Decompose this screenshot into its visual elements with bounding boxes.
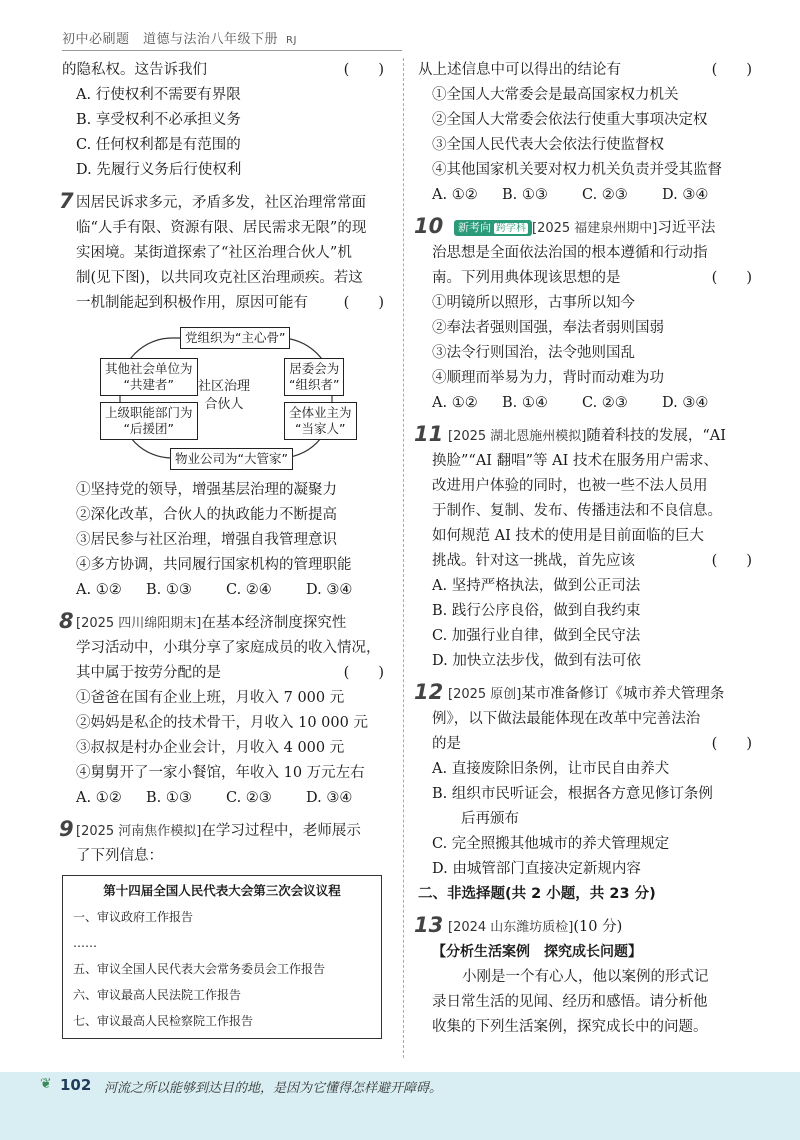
- q13-source: [2024 山东潍坊质检]: [448, 920, 574, 935]
- q7-statement: ④多方协调，共同履行国家机构的管理职能: [76, 557, 352, 573]
- q8-statement: ④舅舅开了一家小餐馆，年收入 10 万元左右: [76, 765, 365, 781]
- agenda-title: 第十四届全国人民代表大会第三次会议议程: [103, 883, 341, 898]
- q9-number: 9: [59, 817, 74, 841]
- q10-source: [2025 福建泉州期中]: [532, 221, 658, 236]
- q12-option-b-cont: 后再颁布: [432, 811, 519, 827]
- q8-line: 学习活动中，小琪分享了家庭成员的收入情况，: [76, 640, 381, 656]
- diagram-center-label: 社区治理 合伙人: [198, 379, 251, 412]
- q9-statement: ④其他国家机关要对权力机关负责并受其监督: [432, 162, 722, 178]
- q7-line: 一机制能起到积极作用，原因可能有 ( ): [76, 295, 384, 311]
- header-edition: RJ: [286, 35, 297, 46]
- diagram-left-top-box: 其他社会单位为 “共建者”: [100, 358, 198, 396]
- q7-line: 制(见下图)，以共同攻克社区治理顽疾。若这: [76, 270, 363, 286]
- agenda-item: 五、审议全国人民代表大会常务委员会工作报告: [73, 962, 326, 976]
- q8-line: 其中属于按劳分配的是 ( ): [76, 665, 384, 681]
- q13-subhead: 【分析生活案例 探究成长问题】: [432, 944, 642, 960]
- q8-statement: ②妈妈是私企的技术骨干，月收入 10 000 元: [76, 715, 368, 731]
- q11-line: 挑战。针对这一挑战，首先应该 ( ): [432, 553, 752, 569]
- diagram-left-bottom-box: 上级职能部门为 “后援团”: [100, 402, 198, 440]
- q8-line: 8 [2025 四川绵阳期末]在基本经济制度探究性: [59, 609, 347, 633]
- q7-options: A. ①② B. ①③ C. ②④ D. ③④: [76, 582, 353, 598]
- page-header: [62, 28, 297, 47]
- q10-statement: ③法令行则国治，法令弛则国乱: [432, 345, 635, 361]
- diagram-right-top-box: 居委会为 “组织者”: [284, 358, 344, 396]
- q11-line: 改进用户体验的同时，也被一些不法人员用: [432, 478, 708, 494]
- q10-options: A. ①② B. ①④ C. ②③ D. ③④: [432, 395, 709, 411]
- q9-options: A. ①② B. ①③ C. ②③ D. ③④: [432, 187, 709, 203]
- q12-source: [2025 原创]: [448, 687, 522, 702]
- q10-statement: ①明镜所以照形，古事所以知今: [432, 295, 635, 311]
- q11-option-c: C. 加强行业自律，做到全民守法: [432, 628, 641, 644]
- q12-line: 12 [2025 原创]某市准备修订《城市养犬管理条: [414, 680, 725, 704]
- agenda-item: 一、审议政府工作报告: [73, 910, 194, 924]
- q6-option-b: B. 享受权利不必承担义务: [76, 112, 241, 128]
- q10-line: 南。下列用典体现该思想的是 ( ): [432, 270, 752, 286]
- diagram-right-bottom-box: 全体业主为 “当家人”: [284, 402, 357, 440]
- new-direction-badge: 新考向 跨学科: [454, 220, 532, 236]
- q7-number: 7: [59, 189, 74, 213]
- q7-statement: ②深化改革，合伙人的执政能力不断提高: [76, 507, 337, 523]
- q11-option-d: D. 加快立法步伐，做到有法可依: [432, 653, 641, 669]
- diagram-top-box: 党组织为“主心骨”: [180, 327, 290, 349]
- q11-source: [2025 湖北恩施州模拟]: [448, 429, 587, 444]
- q7-line: 临“人手有限、资源有限、居民需求无限”的现: [76, 220, 367, 236]
- q9-line: 了下列信息：: [76, 848, 163, 864]
- agenda-item: ……: [73, 936, 97, 950]
- q7-diagram: [62, 322, 392, 472]
- q10-statement: ②奉法者强则国强，奉法者弱则国弱: [432, 320, 664, 336]
- q10-line: 10 新考向 跨学科 [2025 福建泉州期中]习近平法: [414, 214, 716, 238]
- q13-number: 13: [414, 913, 444, 937]
- header-title: 初中必刷题 道德与法治八年级下册: [62, 32, 279, 47]
- q12-option-a: A. 直接废除旧条例，让市民自由养犬: [432, 761, 670, 777]
- leaf-icon: ❦: [40, 1076, 52, 1092]
- q12-option-c: C. 完全照搬其他城市的养犬管理规定: [432, 836, 670, 852]
- q12-option-b: B. 组织市民听证会，根据各方意见修订条例: [432, 786, 713, 802]
- q13-line: 录日常生活的见闻、经历和感悟。请分析他: [432, 994, 708, 1010]
- q8-number: 8: [59, 609, 74, 633]
- header-rule: [62, 50, 402, 51]
- q10-statement: ④顺理而举易为力，背时而动难为功: [432, 370, 664, 386]
- left-column: [59, 58, 392, 1039]
- q13-score: (10 分): [573, 919, 623, 935]
- q13-line: 收集的下列生活案例，探究成长中的问题。: [432, 1019, 708, 1035]
- q11-line: 换脸”“AI 翻唱”等 AI 技术在服务用户需求、: [432, 453, 718, 469]
- q9-statement: ③全国人民代表大会依法行使监督权: [432, 137, 664, 153]
- q7-statement: ③居民参与社区治理，增强自我管理意识: [76, 532, 337, 548]
- footer-quote: 河流之所以能够到达目的地，是因为它懂得怎样避开障碍。: [104, 1081, 443, 1096]
- q10-number: 10: [414, 214, 444, 238]
- agenda-item: 六、审议最高人民法院工作报告: [73, 988, 242, 1002]
- column-divider: [403, 58, 404, 1058]
- q11-number: 11: [414, 422, 444, 446]
- q11-line: 11 [2025 湖北恩施州模拟]随着科技的发展，“AI: [414, 422, 726, 446]
- q11-line: 如何规范 AI 技术的使用是目前面临的巨大: [432, 528, 704, 544]
- q6-tail-line: 的隐私权。这告诉我们 ( ): [62, 62, 384, 78]
- q11-option-a: A. 坚持严格执法，做到公正司法: [432, 578, 641, 594]
- q11-line: 于制作、复制、发布、传播违法和不良信息。: [432, 503, 722, 519]
- q10-line: 治思想是全面依法治国的根本遵循和行动指: [432, 245, 708, 261]
- q9-lead: 从上述信息中可以得出的结论有 ( ): [418, 62, 752, 78]
- q13-line: 小刚是一个有心人，他以案例的形式记: [462, 969, 709, 985]
- q9-agenda-box: [62, 875, 382, 1039]
- section-heading: 二、非选择题(共 2 小题，共 23 分): [418, 886, 656, 902]
- q8-source: [2025 四川绵阳期末]: [76, 616, 202, 631]
- page-number: 102: [60, 1076, 92, 1094]
- q7-statement: ①坚持党的领导，增强基层治理的凝聚力: [76, 482, 337, 498]
- q8-options: A. ①② B. ①③ C. ②③ D. ③④: [76, 790, 353, 806]
- q9-statement: ②全国人大常委会依法行使重大事项决定权: [432, 112, 708, 128]
- right-column: [414, 58, 760, 1040]
- q12-line: 例》，以下做法最能体现在改革中完善法治: [432, 711, 701, 727]
- agenda-item: 七、审议最高人民检察院工作报告: [73, 1014, 254, 1028]
- q6-option-d: D. 先履行义务后行使权利: [76, 162, 242, 178]
- q8-statement: ①爸爸在国有企业上班，月收入 7 000 元: [76, 690, 345, 706]
- q12-number: 12: [414, 680, 444, 704]
- q9-source: [2025 河南焦作模拟]: [76, 824, 202, 839]
- q9-line: 9 [2025 河南焦作模拟]在学习过程中，老师展示: [59, 817, 361, 841]
- diagram-bottom-box: 物业公司为“大管家”: [170, 448, 293, 470]
- q6-option-c: C. 任何权利都是有范围的: [76, 137, 241, 153]
- q8-statement: ③叔叔是村办企业会计，月收入 4 000 元: [76, 740, 345, 756]
- q9-statement: ①全国人大常委会是最高国家权力机关: [432, 87, 679, 103]
- q12-option-d: D. 由城管部门直接决定新规内容: [432, 861, 641, 877]
- q12-line: 的是 ( ): [432, 736, 752, 752]
- q7-line: 实困境。某街道探索了“社区治理合伙人”机: [76, 245, 352, 261]
- q6-option-a: A. 行使权利不需要有界限: [76, 87, 241, 103]
- q7-line: 7 因居民诉求多元，矛盾多发，社区治理常常面: [59, 189, 366, 213]
- q13-line: [414, 913, 760, 940]
- q11-option-b: B. 践行公序良俗，做到自我约束: [432, 603, 641, 619]
